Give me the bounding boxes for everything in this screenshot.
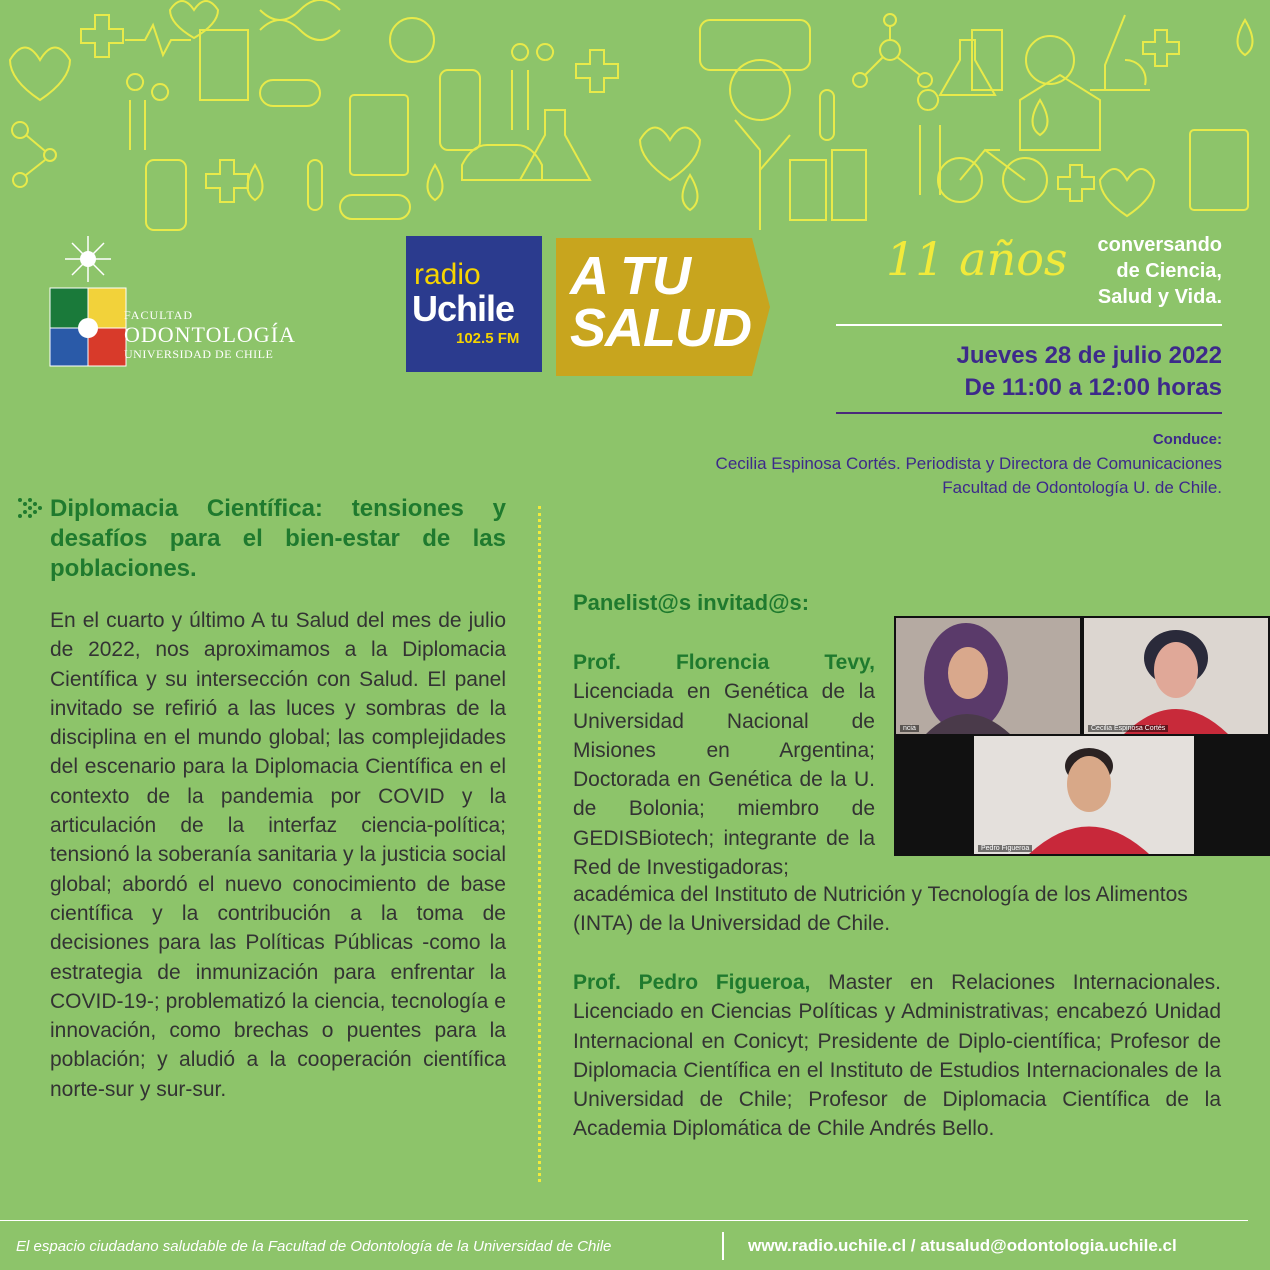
faculty-label: FACULTAD (124, 308, 194, 322)
flask-icon (520, 110, 590, 180)
heart-icon (170, 1, 218, 38)
event-time: De 11:00 a 12:00 horas (964, 374, 1222, 401)
radio-frequency: 102.5 FM (456, 330, 520, 347)
program-title-line1: A TU (570, 246, 690, 306)
divider (836, 324, 1222, 326)
program-title-line2: SALUD (570, 298, 751, 358)
microscope-icon (1090, 15, 1150, 90)
clipboard-icon (350, 95, 408, 175)
program-banner (556, 238, 770, 376)
person-icon (1084, 618, 1268, 734)
faculty-name: ODONTOLOGÍA (124, 322, 296, 347)
bottle-icon (146, 160, 186, 230)
drop-icon (1238, 20, 1253, 55)
article-title: Diplomacia Científica: tensiones y desafíos para el bien-estar de las poblaciones. (50, 495, 506, 582)
people-icon (918, 90, 940, 195)
anniversary-tagline (1062, 232, 1222, 310)
radio-name: Uchile (412, 288, 515, 329)
person-icon (974, 736, 1194, 854)
video-tile-host (1084, 618, 1268, 734)
cross-icon (1058, 165, 1094, 201)
building-icon (832, 150, 866, 220)
university-name: UNIVERSIDAD DE CHILE (124, 347, 274, 361)
pill-icon (260, 80, 320, 106)
video-tile-tag: Pedro Figueroa (978, 845, 1032, 852)
flask-icon (940, 40, 995, 95)
schedule (836, 340, 1222, 404)
cross-icon (576, 50, 618, 92)
video-tile-tag: ncia (900, 725, 919, 732)
article-body: En el cuarto y último A tu Salud del mes de julio de 2022, nos aproximamos a la Diplomacia Científica y su intersección con Salud. El panel invitado se refirió a las luces y sombras de la disciplina en el mundo global; las complejidades del escenario para la Diplomacia Científica en el contexto de la pandemia por COVID y la articulación de la interfaz ciencia-política; tensionó la soberanía sanitaria y la justicia social global; abordó el nuevo conocimiento de base científica y la contribución a la toma de decisiones para las Políticas Públicas -como la estrategia de inmunización para enfrentar la COVID-19-; problematizó la ciencia, tecnología e innovación, como brechas o puentes para la población; y aludió a la cooperación científica norte-sur y sur-sur. (50, 609, 506, 1101)
tagline-line1: conversando (1097, 234, 1222, 256)
cross-icon (81, 15, 123, 57)
molecule-icon (853, 14, 932, 87)
house-icon (1020, 75, 1100, 150)
test-tube-icon (820, 90, 834, 140)
video-tile-panelist-2 (974, 736, 1194, 854)
building-icon (790, 160, 826, 220)
drop-icon (248, 165, 263, 200)
cross-icon (206, 160, 248, 202)
dotted-divider (538, 506, 545, 1182)
apple-icon (390, 18, 434, 62)
university-shield-icon (48, 232, 128, 372)
pill-icon (340, 195, 410, 219)
panelist-2-bio: Master en Relaciones Internacionales. Licenciado en Ciencias Políticas y Administrativas; encabezó Unidad Internacional en Conicyt; Presidente de Diplo-científica; Profesor de Diplomacia Científica en el Instituto de Estudios Internacionales de la Universidad de Chile; Profesor de Diplomacia Científica de la Academia Diplomática de Chile Andrés Bello. (573, 971, 1221, 1141)
panelist-1-bio-continued: académica del Instituto de Nutrición y Tecnología de los Alimentos (INTA) de la Universidad de Chile. (573, 883, 1188, 936)
tree-icon (730, 60, 790, 230)
dna-icon (260, 0, 340, 40)
bicycle-icon (938, 150, 1047, 202)
drop-icon (1033, 100, 1048, 135)
apple-icon (1026, 36, 1074, 84)
footer-divider (0, 1220, 1248, 1221)
bottle-icon (440, 70, 480, 150)
footer-tagline: El espacio ciudadano saludable de la Facultad de Odontología de la Universidad de Chile (16, 1238, 612, 1255)
footer-contact-link[interactable]: www.radio.uchile.cl / atusalud@odontologia.uchile.cl (748, 1236, 1177, 1255)
building-icon (200, 30, 248, 100)
divider (836, 412, 1222, 414)
drop-icon (428, 165, 443, 200)
cross-icon (1143, 30, 1179, 66)
anniversary-years: 11 años (886, 232, 1068, 286)
footer-separator (722, 1232, 724, 1260)
panelist-1-name: Prof. Florencia Tevy, (573, 651, 875, 674)
host-info (600, 428, 1222, 500)
panelist-2 (573, 968, 1221, 1144)
dotted-arrow-icon (16, 496, 42, 522)
host-line2: Facultad de Odontología U. de Chile. (942, 478, 1222, 497)
panel-heading: Panelist@s invitad@s: (573, 590, 810, 615)
panelist-1-bio: Licenciada en Genética de la Universidad Nacional de Misiones en Argentina; Doctorada en Genética de la U. de Bolonia; miembro de GEDISBiotech; integrante de la Red de Investigadoras; (573, 680, 875, 880)
radio-word: radio (414, 258, 481, 291)
heart-icon (1100, 169, 1154, 216)
video-tile-tag: Cecilia Espinosa Cortés (1088, 725, 1168, 732)
panelist-1 (573, 648, 875, 882)
people-icon (512, 44, 553, 130)
molecule-icon (12, 122, 56, 187)
tagline-line2: de Ciencia, (1116, 260, 1222, 282)
event-date: Jueves 28 de julio 2022 (956, 342, 1222, 369)
radio-uchile-logo (406, 236, 542, 372)
host-label: Conduce: (1152, 431, 1222, 448)
bus-icon (700, 20, 810, 70)
drop-icon (683, 175, 698, 210)
decorative-icon-band (0, 0, 1270, 250)
video-tile-panelist-1 (896, 618, 1080, 734)
tagline-line3: Salud y Vida. (1097, 286, 1222, 308)
panelist-2-name: Prof. Pedro Figueroa, (573, 971, 811, 994)
university-logo (48, 232, 328, 372)
heart-icon (10, 48, 70, 101)
people-icon (127, 74, 168, 150)
host-line1: Cecilia Espinosa Cortés. Periodista y Directora de Comunicaciones (715, 454, 1222, 473)
heart-icon (640, 128, 700, 181)
video-call-photo (894, 616, 1270, 856)
clipboard-icon (1190, 130, 1248, 210)
person-icon (896, 618, 1080, 734)
test-tube-icon (308, 160, 322, 210)
